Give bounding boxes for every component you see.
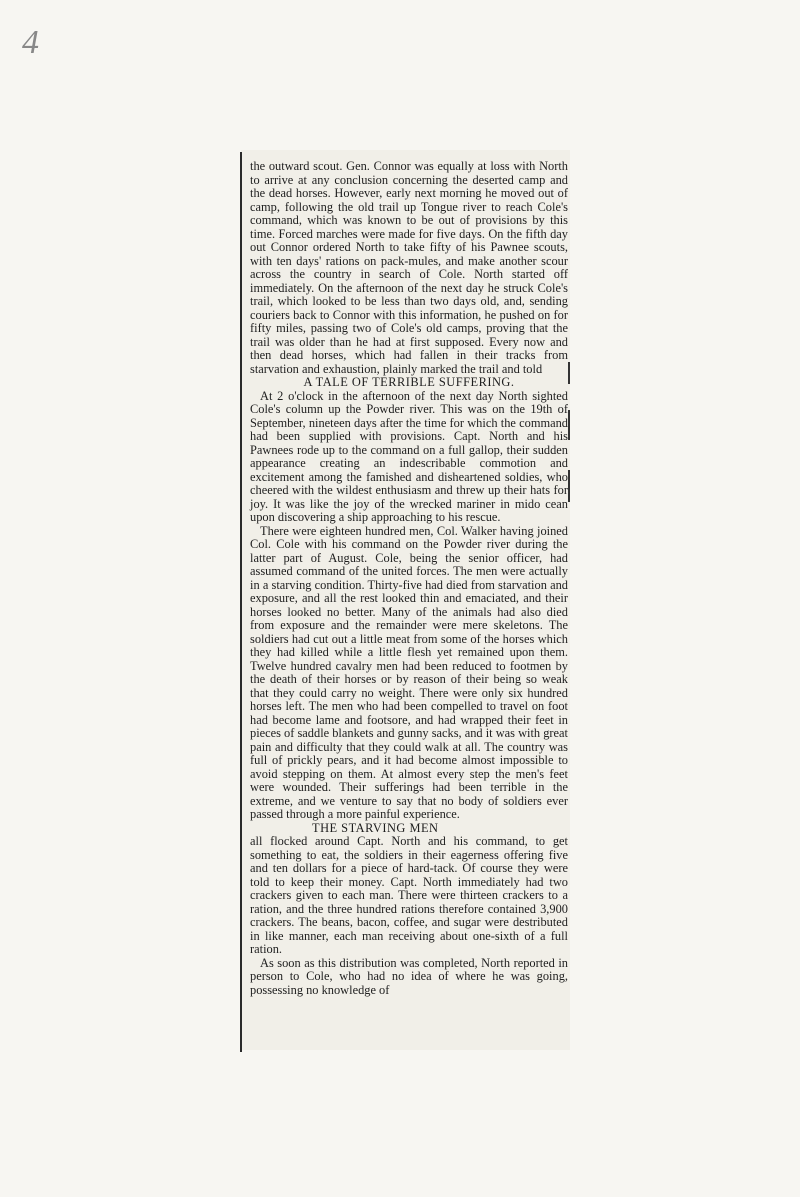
article-paragraph: There were eighteen hundred men, Col. Walker having joined Col. Cole with his command on the Powder river during the latter part of August. Cole, being the senior officer, had assumed command of the united forces. The men were actually in a starving condition. Thirty-five had died from starvation and exposure, and all the rest looked thin and emaciated, and their horses looked no better. Many of the animals had also died from exposure and the remainder were mere skeletons. The soldiers had cut out a little meat from some of the horses which they had killed while a little flesh yet remained upon them. Twelve hundred cavalry men had been reduced to footmen by the death of their horses or by reason of their being so weak that they could carry no weight. There were only six hundred horses left. The men who had been compelled to travel on foot had become lame and footsore, and had wrapped their feet in pieces of saddle blankets and gunny sacks, and it was with great pain and difficulty that they could walk at all. The country was full of prickly pears, and it had become almost impossible to avoid stepping on them. At almost every step the men's feet were wounded. Their sufferings had been terrible in the extreme, and we venture to say that no body of soldiers ever passed through a more painful experience. bbox=[250, 523, 568, 821]
section-heading: THE STARVING MEN bbox=[312, 820, 439, 835]
article-paragraph: At 2 o'clock in the afternoon of the next day North sighted Cole's column up the Powder river. This was on the 19th of September, nineteen days after the time for which the command had been supplied with provisions. Capt. North and his Pawnees rode up to the command on a full gallop, their sudden appearance creating an indescribable commotion and excitement among the famished and disheartened soldies, who cheered with the wildest enthusiasm and threw up their hats for joy. It was like the joy of the wrecked mariner in mido cean upon discovering a ship approaching to his rescue. bbox=[250, 388, 568, 524]
article-body bbox=[250, 160, 568, 997]
right-edge-mark bbox=[568, 362, 570, 384]
handwritten-page-number: 4 bbox=[22, 24, 39, 61]
right-edge-mark bbox=[568, 470, 570, 502]
article-paragraph: all flocked around Capt. North and his command, to get something to eat, the soldiers in their eagerness offering five and ten dollars for a piece of hard-tack. Of course they were told to keep their money. Capt. North immediately had two crackers given to each man. There were thirteen crackers to a ration, and the three hundred rations therefore contained 3,900 crackers. The beans, bacon, coffee, and sugar were destributed in like manner, each man receiving about one-sixth of a full ration. bbox=[250, 834, 568, 956]
column-rule bbox=[240, 152, 242, 1052]
section-heading: A TALE OF TERRIBLE SUFFERING. bbox=[303, 375, 515, 389]
article-paragraph: the outward scout. Gen. Connor was equally at loss with North to arrive at any conclusion concerning the deserted camp and the dead horses. However, early next morning he moved out of camp, following the old trail up Tongue river to reach Cole's command, which was known to be out of provisions by this time. Forced marches were made for five days. On the fifth day out Connor ordered North to take fifty of his Pawnee scouts, with ten days' rations on pack-mules, and make another scour across the country in search of Cole. North started off immediately. On the afternoon of the next day he struck Cole's trail, which looked to be less than two days old, and, sending couriers back to Connor with this information, he pushed on for fifty miles, passing two of Cole's old camps, proving that the trail was older than he had at first supposed. Every now and then dead horses, which had fallen in their tracks from starvation and exhaustion, plainly marked the trail and told bbox=[250, 159, 568, 376]
article-paragraph: As soon as this distribution was completed, North reported in person to Cole, who had no idea of where he was going, possessing no knowledge of bbox=[250, 955, 568, 997]
right-edge-mark bbox=[568, 410, 570, 440]
